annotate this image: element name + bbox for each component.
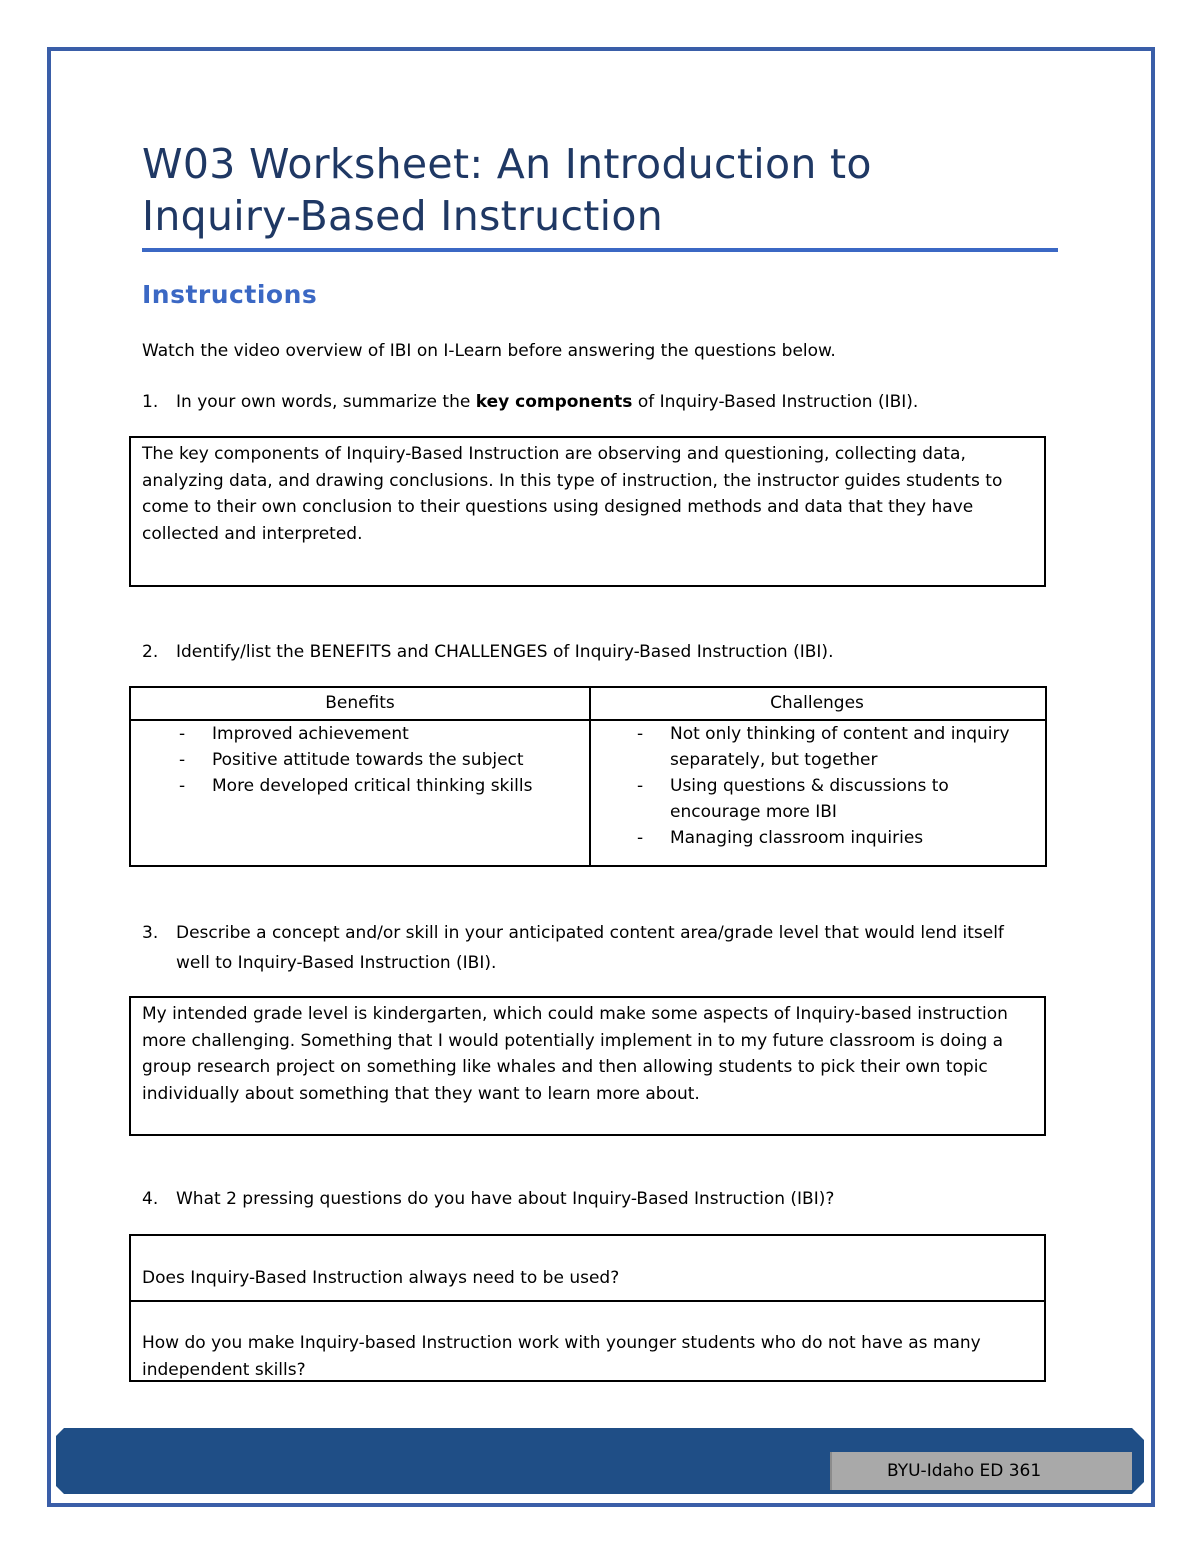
question-row-2[interactable] [131, 1302, 1044, 1380]
question-2 [142, 637, 833, 667]
list-item: - Managing classroom inquiries [589, 825, 1045, 851]
list-item: - Positive attitude towards the subject [131, 747, 589, 773]
question-4-text: What 2 pressing questions do you have about Inquiry-Based Instruction (IBI)? [176, 1189, 835, 1209]
benefits-challenges-table [129, 686, 1047, 867]
challenges-column[interactable] [589, 688, 1045, 865]
answer-1-text [142, 441, 1026, 547]
answer-line: individually about something that they want to learn more about. [142, 1083, 700, 1104]
answer-box-1[interactable] [129, 436, 1046, 587]
question-1-text-after: of Inquiry-Based Instruction (IBI). [632, 392, 919, 412]
question-3-text-line-2: well to Inquiry-Based Instruction (IBI). [176, 953, 497, 973]
question-number: 3. [142, 923, 159, 943]
question-number: 4. [142, 1189, 159, 1209]
answer-box-3[interactable] [129, 996, 1046, 1136]
challenges-list [589, 721, 1045, 851]
question-number: 1. [142, 392, 159, 412]
list-item: - Using questions & discussions to encourage more IBI [589, 773, 1045, 825]
instructions-heading: Instructions [142, 280, 318, 309]
list-item: - Not only thinking of content and inquiry separately, but together [589, 721, 1045, 773]
title-line-1: W03 Worksheet: An Introduction to [142, 140, 872, 188]
list-item: - More developed critical thinking skills [131, 773, 589, 799]
question-1-text-bold: key components [475, 392, 633, 412]
question-1 [142, 387, 918, 417]
question-1-text-before: In your own words, summarize the [176, 392, 476, 412]
footer-label-text: BYU-Idaho ED 361 [887, 1461, 1042, 1481]
benefits-header: Benefits [131, 688, 589, 721]
answer-line: group research project on something like whales and then allowing students to pick their own topic [142, 1057, 988, 1077]
answer-line: collected and interpreted. [142, 523, 363, 544]
benefits-column[interactable] [131, 688, 591, 865]
answer-3-text [142, 1001, 1026, 1107]
answer-line: My intended grade level is kindergarten, which could make some aspects of Inquiry-based instruction [142, 1004, 1008, 1024]
pressing-question-2: How do you make Inquiry-based Instruction work with younger students who do not have as many independent skills? [142, 1333, 981, 1380]
question-3 [142, 918, 1004, 978]
question-4 [142, 1184, 834, 1214]
title-line-2: Inquiry-Based Instruction [142, 192, 664, 240]
challenges-header: Challenges [589, 688, 1045, 721]
pressing-question-1: Does Inquiry-Based Instruction always need to be used? [142, 1268, 620, 1288]
answer-line: more challenging. Something that I would potentially implement in to my future classroom is doing a [142, 1030, 1004, 1051]
footer-label [830, 1452, 1132, 1490]
benefits-list [131, 721, 589, 799]
question-2-text: Identify/list the BENEFITS and CHALLENGES of Inquiry-Based Instruction (IBI). [176, 642, 834, 662]
question-number: 2. [142, 642, 159, 662]
list-item: - Improved achievement [131, 721, 589, 747]
answer-line: come to their own conclusion to their questions using designed methods and data that they have [142, 497, 974, 517]
question-3-text-line-1: Describe a concept and/or skill in your anticipated content area/grade level that would lend itself [176, 923, 1004, 943]
intro-text: Watch the video overview of IBI on I-Learn before answering the questions below. [142, 341, 836, 361]
answer-box-4 [129, 1234, 1046, 1382]
page-title [142, 138, 872, 242]
title-underline [142, 248, 1058, 252]
answer-line: analyzing data, and drawing conclusions. In this type of instruction, the instructor guides students to [142, 470, 1003, 491]
question-row-1[interactable] [131, 1236, 1044, 1302]
answer-line: The key components of Inquiry-Based Instruction are observing and questioning, collecting data, [142, 444, 966, 464]
